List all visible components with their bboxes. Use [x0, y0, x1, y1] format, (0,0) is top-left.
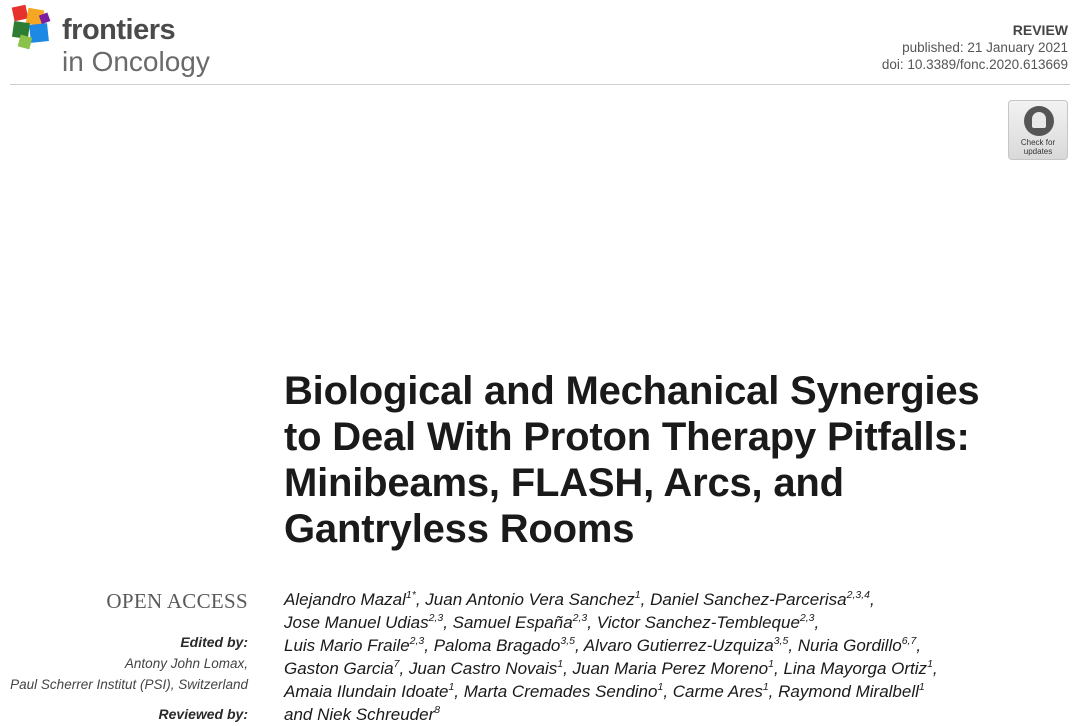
editor-name[interactable]: Antony John Lomax,	[124, 656, 248, 671]
author-separator: ,	[870, 590, 875, 609]
author-separator: ,	[415, 590, 426, 609]
bookmark-icon	[1024, 106, 1054, 136]
author-name[interactable]: Marta Cremades Sendino	[463, 682, 658, 701]
author-name[interactable]: Samuel España	[452, 613, 573, 632]
author-affiliation-marker: 3,5	[560, 635, 575, 647]
author-line	[284, 703, 1074, 726]
author-name[interactable]: Luis Mario Fraile	[284, 636, 410, 655]
title-line: Gantryless Rooms	[284, 507, 635, 551]
article-meta	[882, 22, 1068, 73]
author-name[interactable]: Lina Mayorga Ortiz	[783, 659, 928, 678]
author-affiliation-marker: 2,3	[409, 635, 425, 647]
author-name[interactable]: Alejandro Mazal	[284, 590, 406, 609]
editor-affiliation: Paul Scherrer Institut (PSI), Switzerland	[10, 677, 248, 692]
author-affiliation-marker: 1	[927, 658, 933, 670]
author-separator: ,	[768, 682, 779, 701]
author-affiliation-marker: 1	[448, 681, 455, 693]
author-name[interactable]: Amaia Ilundain Idoate	[284, 682, 449, 701]
edited-by-label: Edited by:	[180, 634, 248, 650]
author-affiliation-marker: 1	[657, 681, 664, 693]
author-affiliation-marker: 1	[634, 589, 641, 601]
article-title	[284, 368, 1074, 552]
journal-logo[interactable]	[10, 4, 250, 78]
check-for-updates-label: Check for updates	[1020, 138, 1056, 156]
author-name[interactable]: Juan Maria Perez Moreno	[572, 659, 769, 678]
author-affiliation-marker: 2,3	[428, 612, 444, 624]
author-affiliation-marker: 1	[918, 681, 925, 693]
author-name[interactable]: and Niek Schreuder	[284, 705, 435, 724]
author-name[interactable]: Nuria Gordillo	[797, 636, 902, 655]
author-separator: ,	[587, 613, 597, 632]
author-affiliation-marker: 2,3	[799, 612, 815, 624]
author-separator: ,	[574, 636, 584, 655]
author-affiliation-marker: 1	[768, 658, 774, 670]
author-separator: ,	[932, 659, 938, 678]
author-affiliation-marker: 8	[434, 704, 441, 716]
author-separator: ,	[916, 636, 922, 655]
author-name[interactable]: Alvaro Gutierrez-Uzquiza	[583, 636, 774, 655]
author-affiliation-marker: 2,3	[572, 612, 588, 624]
author-separator: ,	[424, 636, 434, 655]
published-date: published: 21 January 2021	[902, 40, 1068, 55]
author-line	[284, 634, 1074, 657]
author-affiliation-marker: 1	[762, 681, 769, 693]
author-affiliation-marker: 3,5	[773, 635, 789, 647]
article-type: REVIEW	[1012, 22, 1068, 38]
title-line: Biological and Mechanical Synergies	[284, 369, 980, 413]
author-separator: ,	[443, 613, 453, 632]
author-separator: ,	[563, 659, 573, 678]
author-separator: ,	[399, 659, 409, 678]
author-line	[284, 680, 1074, 703]
author-separator: ,	[814, 613, 820, 632]
reviewed-by-label: Reviewed by:	[158, 706, 248, 722]
doi[interactable]: doi: 10.3389/fonc.2020.613669	[881, 57, 1068, 72]
open-access-label: OPEN ACCESS	[106, 589, 248, 613]
author-line	[284, 588, 1074, 611]
author-affiliation-marker: 2,3,4	[846, 589, 870, 601]
author-affiliation-marker: 1	[557, 658, 564, 670]
author-affiliation-marker: 1*	[405, 589, 416, 601]
author-name[interactable]: Gaston Garcia	[284, 659, 394, 678]
author-name[interactable]: Carme Ares	[672, 682, 763, 701]
author-list	[284, 588, 1074, 726]
author-separator: ,	[773, 659, 784, 678]
author-affiliation-marker: 7	[393, 658, 400, 670]
author-name[interactable]: Juan Castro Novais	[408, 659, 558, 678]
author-line	[284, 611, 1074, 634]
check-for-updates-button[interactable]	[1008, 100, 1068, 160]
author-separator: ,	[454, 682, 464, 701]
author-name[interactable]: Juan Antonio Vera Sanchez	[425, 590, 635, 609]
frontiers-logo-icon	[10, 4, 58, 52]
author-name[interactable]: Jose Manuel Udias	[284, 613, 429, 632]
journal-name-line1: frontiers	[62, 14, 176, 46]
title-line: to Deal With Proton Therapy Pitfalls:	[284, 415, 970, 459]
author-name[interactable]: Victor Sanchez-Tembleque	[596, 613, 800, 632]
author-line	[284, 657, 1074, 680]
author-affiliation-marker: 6,7	[901, 635, 917, 647]
author-separator: ,	[663, 682, 673, 701]
author-name[interactable]: Daniel Sanchez-Parcerisa	[650, 590, 847, 609]
author-separator: ,	[788, 636, 798, 655]
title-line: Minibeams, FLASH, Arcs, and	[284, 461, 844, 505]
journal-name-line2: in Oncology	[62, 46, 210, 77]
header-divider	[10, 84, 1070, 85]
author-name[interactable]: Raymond Miralbell	[778, 682, 919, 701]
author-name[interactable]: Paloma Bragado	[433, 636, 561, 655]
author-separator: ,	[640, 590, 651, 609]
